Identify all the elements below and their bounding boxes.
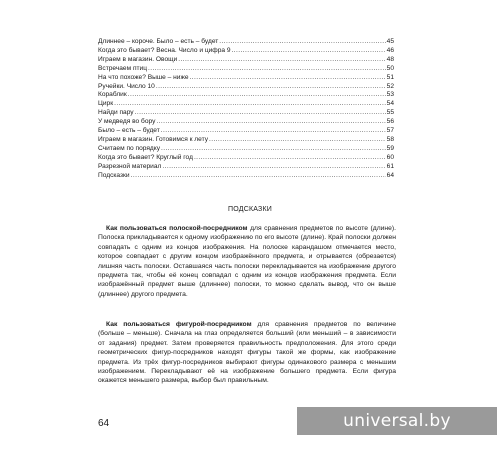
toc-entry — [98, 127, 394, 136]
toc-dot-leader — [148, 65, 386, 74]
toc-entry-page: 56 — [386, 118, 394, 126]
toc-entry-page: 50 — [386, 64, 394, 72]
toc-entry-page: 60 — [386, 153, 394, 161]
toc-entry — [98, 38, 394, 47]
toc-dot-leader — [162, 163, 385, 172]
toc-dot-leader — [219, 38, 385, 47]
toc-entry — [98, 136, 394, 145]
toc-entry-page: 53 — [386, 91, 394, 99]
toc-entry-page: 45 — [386, 38, 394, 45]
toc-entry — [98, 83, 394, 92]
toc-dot-leader — [161, 145, 386, 154]
toc-entry-title: Встречаем птиц — [98, 64, 148, 72]
toc-entry — [98, 109, 394, 118]
hint-paragraph-figure — [98, 320, 396, 386]
toc-entry — [98, 47, 394, 56]
toc-entry — [98, 65, 394, 74]
toc-dot-leader — [190, 74, 386, 83]
hint-paragraph-strip — [98, 224, 396, 299]
toc-dot-leader — [114, 100, 386, 109]
toc-entry-title: Играем в магазин. Овощи — [98, 55, 178, 63]
toc-entry — [98, 145, 394, 154]
toc-entry-title: Играем в магазин. Готовимся к лету — [98, 135, 208, 143]
hint-title: Как пользоваться фигурой-посредником — [106, 321, 252, 328]
toc-entry-page: 46 — [386, 46, 394, 54]
toc-entry-title: Когда это бывает? Весна. Число и цифра 9 — [98, 46, 231, 54]
toc-entry-title: Найди пару — [98, 109, 134, 117]
toc-entry-title: Когда это бывает? Круглый год — [98, 153, 193, 161]
toc-dot-leader — [156, 118, 385, 127]
toc-entry-title: Ручейки. Число 10 — [98, 82, 155, 90]
toc-entry — [98, 74, 394, 83]
toc-entry-title: Цирк — [98, 100, 114, 108]
hint-text: для сравнения предметов по высоте (длине). Полоска прикладывается к одному изображению по его высоте (длине). Край полоски должен совпадать с одним из концов изображения. На полоске карандашом отмечается место, которое совпадает с другим концом изображённого предмета, и отрывается (обрезается) лишняя часть полоски. Оставшаяся часть полоски перекладывается на изображение другого предмета так, чтобы её конец совпадал с одним из концов изображения предмета. Если изображённый предмет выше (длиннее) полоски, то можно сделать вывод, что он выше (длиннее) другого предмета. — [98, 225, 397, 298]
toc-dot-leader — [131, 172, 386, 181]
toc-dot-leader — [156, 83, 386, 92]
watermark: universal.by — [297, 407, 497, 435]
hint-title: Как пользоваться полоской-посредником — [106, 225, 248, 232]
toc-entry-page: 52 — [386, 82, 394, 90]
toc-entry-page: 59 — [386, 144, 394, 152]
toc-entry — [98, 172, 394, 181]
toc-entry — [98, 118, 394, 127]
toc-entry — [98, 91, 394, 100]
toc-entry-page: 61 — [386, 162, 394, 170]
toc-entry — [98, 163, 394, 172]
section-heading: ПОДСКАЗКИ — [228, 206, 272, 213]
toc-entry-title: Было – есть – будет — [98, 127, 160, 135]
page-number: 64 — [98, 418, 110, 429]
toc-dot-leader — [194, 154, 386, 163]
toc-entry — [98, 56, 394, 65]
toc-dot-leader — [209, 136, 386, 145]
toc-dot-leader — [232, 47, 386, 56]
toc-entry-title: Длиннее – короче. Было – есть – будет — [98, 38, 219, 45]
toc-entry-title: Разрезной материал — [98, 162, 162, 170]
table-of-contents — [98, 38, 394, 181]
hint-text: для сравнения предметов по величине (больше – меньше). Сначала на глаз определяется больший (или меньший – в зависимости от задания) предмет. Затем проверяется правильность предположения. Для этого среди геометрических фигур-посредников находят фигуры такой же формы, как изображение предмета. Из трёх фигур-посредников выбирают фигуры одинакового размера с меньшим изображением. Перекладывают её на изображение большего предмета. Если фигура окажется меньшего размера, выбор был правильным. — [98, 321, 396, 385]
toc-entry-page: 55 — [386, 109, 394, 117]
toc-entry-page: 58 — [386, 135, 394, 143]
toc-entry — [98, 100, 394, 109]
toc-entry-title: На что похоже? Выше – ниже — [98, 73, 189, 81]
toc-dot-leader — [135, 109, 386, 118]
toc-dot-leader — [128, 91, 386, 100]
toc-entry-page: 54 — [386, 100, 394, 108]
toc-entry-page: 48 — [386, 55, 394, 63]
toc-entry-title: У медведя во бору — [98, 118, 156, 126]
toc-entry — [98, 154, 394, 163]
toc-entry-title: Подсказки — [98, 171, 130, 179]
toc-dot-leader — [161, 127, 386, 136]
toc-entry-page: 51 — [386, 73, 394, 81]
toc-entry-title: Считаем по порядку — [98, 144, 161, 152]
toc-entry-page: 64 — [386, 171, 394, 179]
toc-entry-page: 57 — [386, 127, 394, 135]
toc-dot-leader — [178, 56, 385, 65]
toc-entry-title: Кораблик — [98, 91, 127, 99]
